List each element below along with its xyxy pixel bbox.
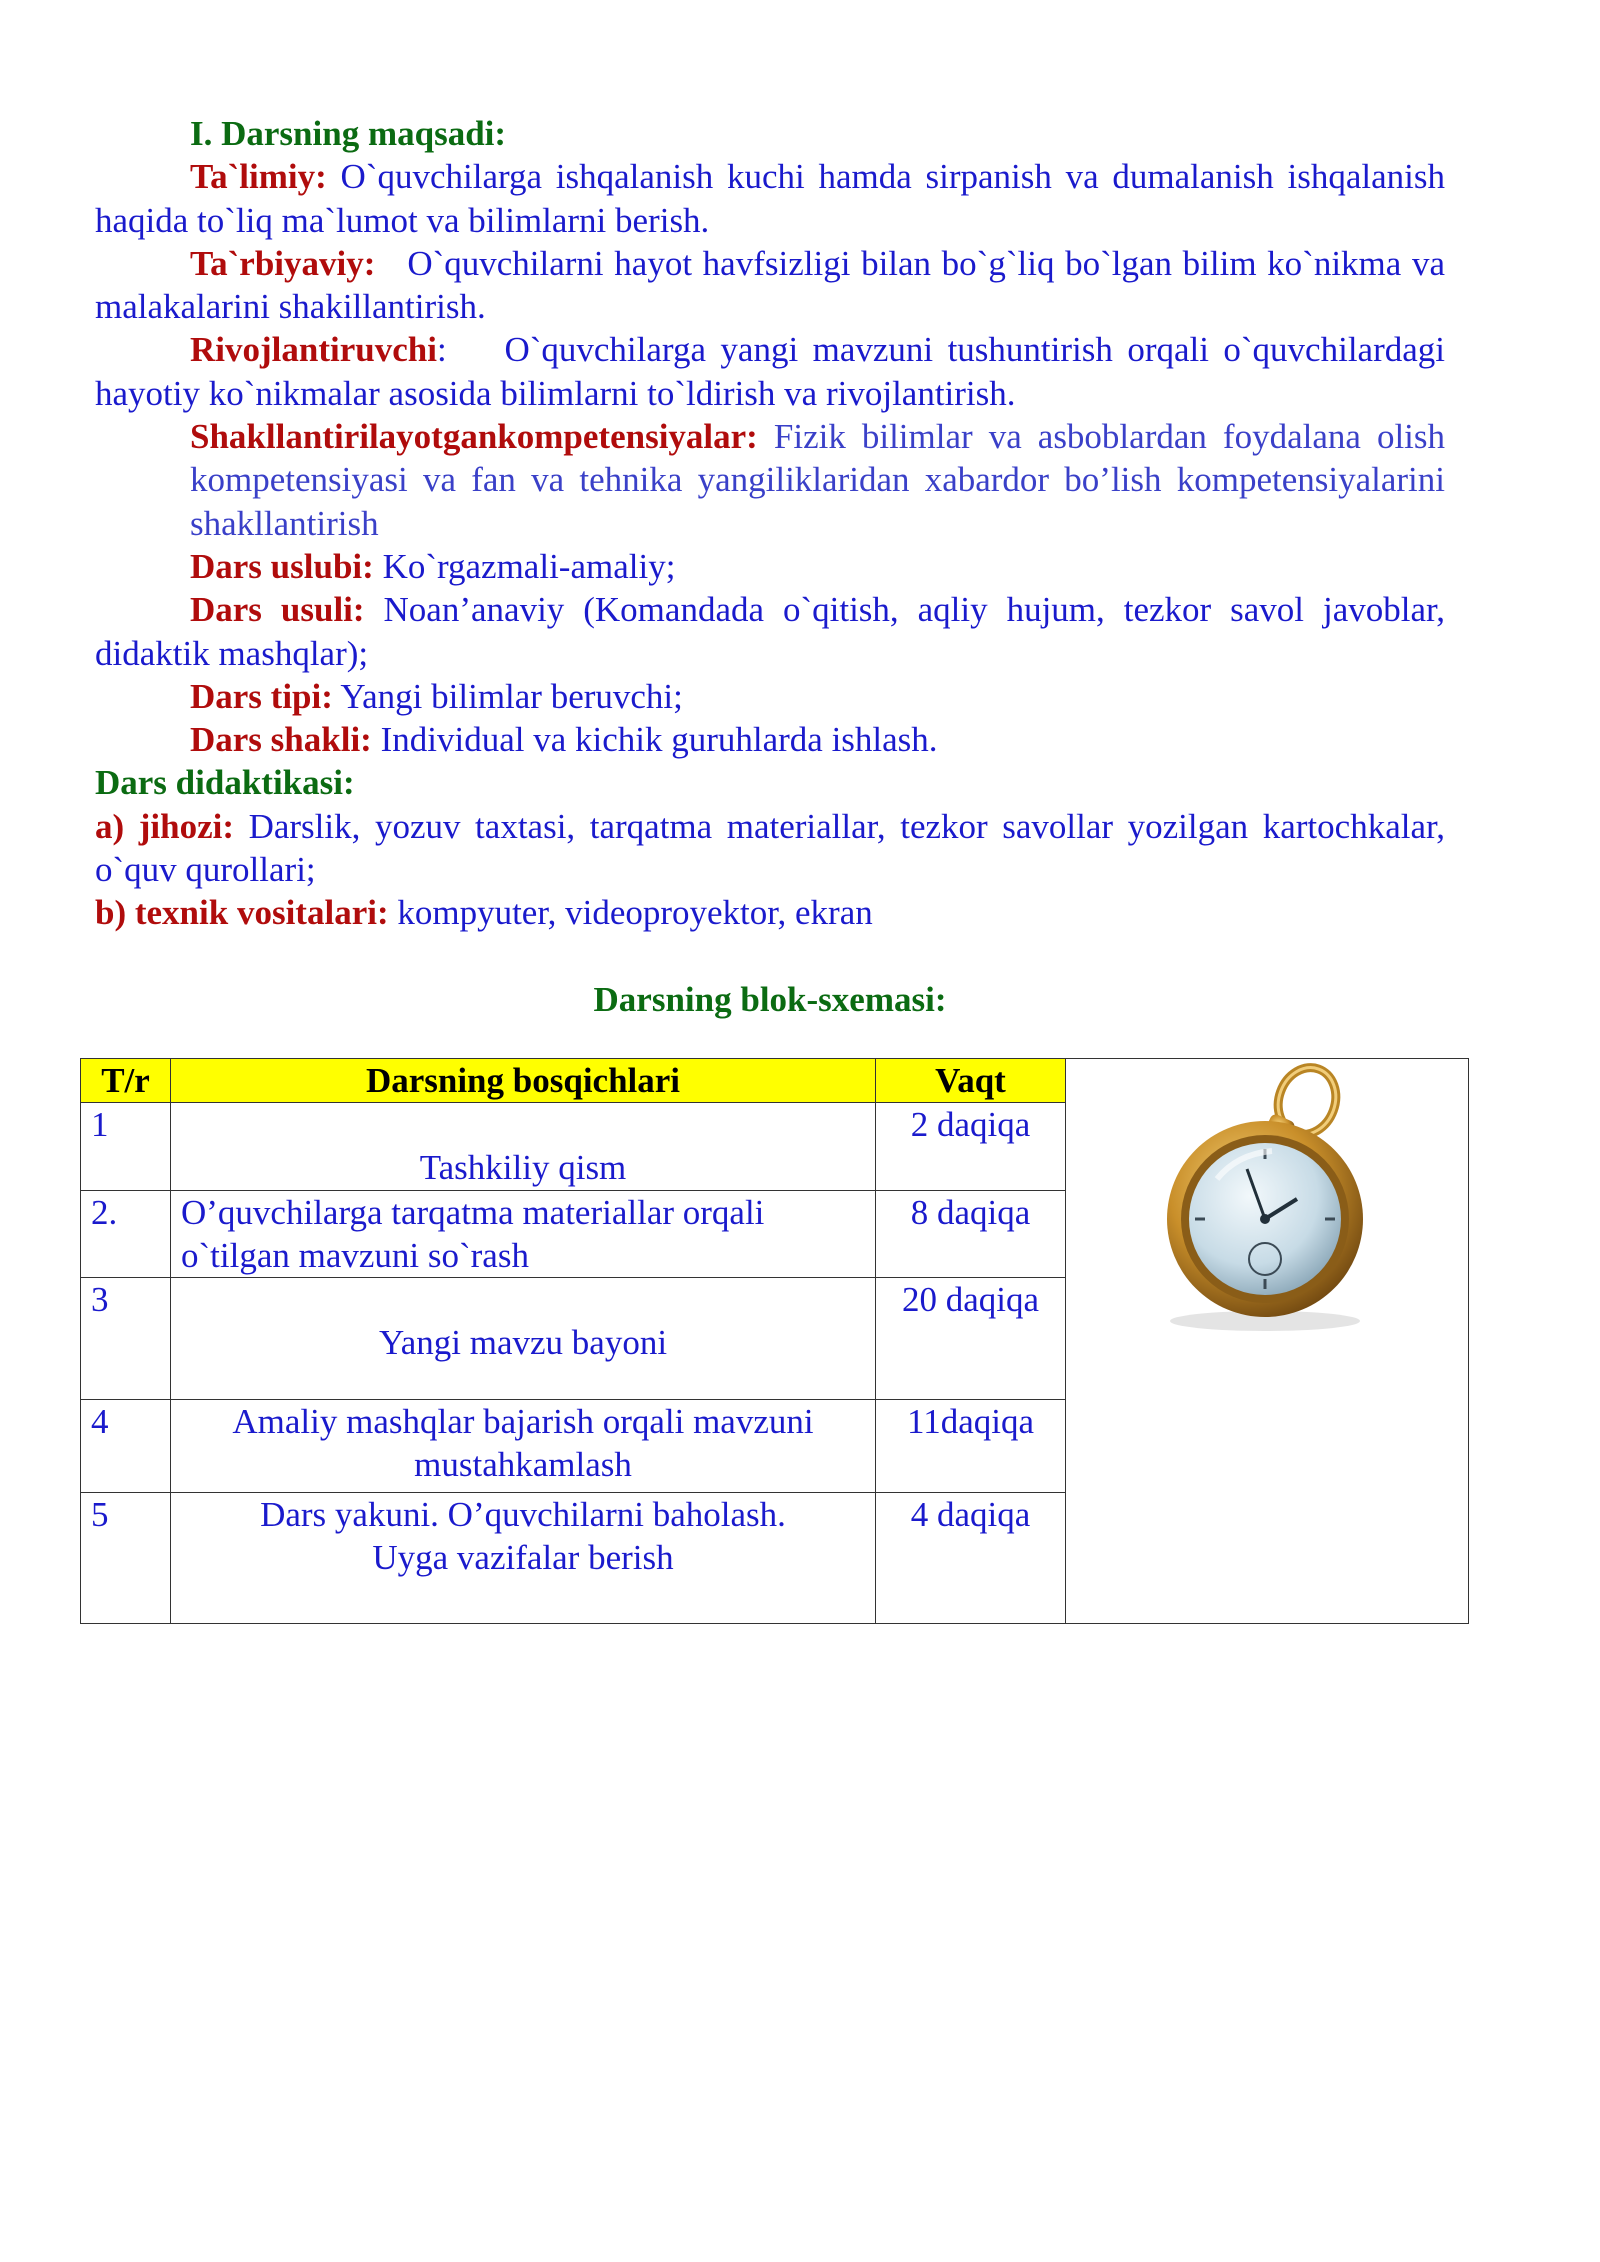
- shakl-label: Dars shakli:: [190, 720, 372, 760]
- jihoz-label: a) jihozi:: [95, 806, 234, 846]
- tarbiyaviy-label: Ta`rbiyaviy:: [190, 243, 376, 283]
- texnik-label: b) texnik vositalari:: [95, 893, 389, 933]
- row-stage: [171, 1103, 876, 1190]
- kompetensiya-text: Fizik bilimlar va asboblardan foydalana olish kompetensiyasi va fan va tehnika yangiliklaridan xabardor bo’lish kompetensiyalarini shakllantirish: [190, 417, 1446, 543]
- texnik-text: kompyuter, videoproyektor, ekran: [397, 893, 873, 933]
- usul-label: Dars usuli:: [190, 590, 365, 630]
- row-stage-text: Tashkiliy qism: [419, 1148, 627, 1188]
- rivoj-paragraph: [95, 328, 1445, 415]
- clock-image-cell: [1066, 1059, 1469, 1624]
- shakl-text: Individual va kichik guruhlarda ishlash.: [380, 720, 938, 760]
- tarbiyaviy-text: O`quvchilarni hayot havfsizligi bilan bo`g`liq bo`lgan bilim ko`nikma va malakalarini shakillantirish.: [95, 243, 1445, 327]
- jihoz-paragraph: [95, 805, 1445, 892]
- uslub-paragraph: [95, 545, 1445, 588]
- row-stage: [171, 1278, 876, 1400]
- header-tr: T/r: [81, 1059, 171, 1103]
- table-header-row: [81, 1059, 1469, 1103]
- tip-paragraph: [95, 675, 1445, 718]
- pocket-watch-icon: [1147, 1059, 1387, 1339]
- jihoz-text: Darslik, yozuv taxtasi, tarqatma materiallar, tezkor savollar yozilgan kartochkalar, o`quv qurollari;: [95, 806, 1445, 890]
- objectives-heading: I. Darsning maqsadi:: [190, 114, 507, 153]
- row-time: 8 daqiqa: [876, 1190, 1066, 1278]
- usul-paragraph: [95, 588, 1445, 675]
- row-time: 20 daqiqa: [876, 1278, 1066, 1400]
- tarbiyaviy-paragraph: [95, 242, 1445, 329]
- uslub-label: Dars uslubi:: [190, 546, 374, 586]
- row-stage: Dars yakuni. O’quvchilarni baholash. Uyga vazifalar berish: [171, 1493, 876, 1624]
- row-number: 2.: [81, 1190, 171, 1278]
- talimiy-label: Ta`limiy:: [190, 157, 327, 197]
- tip-label: Dars tipi:: [190, 676, 333, 716]
- blok-table: [80, 1058, 1469, 1624]
- rivoj-colon: :: [436, 330, 447, 370]
- row-time: 2 daqiqa: [876, 1103, 1066, 1190]
- row-number: 4: [81, 1400, 171, 1493]
- uslub-text: Ko`rgazmali-amaliy;: [382, 546, 676, 586]
- shakl-paragraph: [95, 718, 1445, 761]
- row-time: 4 daqiqa: [876, 1493, 1066, 1624]
- blok-title: Darsning blok-sxemasi:: [593, 979, 947, 1019]
- header-stages: Darsning bosqichlari: [171, 1059, 876, 1103]
- rivoj-text: O`quvchilarga yangi mavzuni tushuntirish orqali o`quvchilardagi hayotiy ko`nikmalar asosida bilimlarni to`ldirish va rivojlantirish.: [95, 330, 1445, 413]
- row-number: 1: [81, 1103, 171, 1190]
- blok-table-wrap: [80, 1058, 1468, 1628]
- objectives-section: [95, 112, 1445, 1021]
- header-time: Vaqt: [876, 1059, 1066, 1103]
- row-stage: Amaliy mashqlar bajarish orqali mavzuni mustahkamlash: [171, 1400, 876, 1493]
- row-stage: O’quvchilarga tarqatma materiallar orqali o`tilgan mavzuni so`rash: [171, 1190, 876, 1278]
- talimiy-text: O`quvchilarga ishqalanish kuchi hamda sirpanish va dumalanish ishqalanish haqida to`liq ma`lumot va bilimlarni berish.: [95, 157, 1445, 240]
- texnik-paragraph: [95, 891, 1445, 934]
- kompetensiya-label: Shakllantirilayotgankompetensiyalar:: [190, 417, 758, 457]
- tip-text: Yangi bilimlar beruvchi;: [340, 676, 683, 716]
- row-number: 5: [81, 1493, 171, 1624]
- talimiy-paragraph: [95, 155, 1445, 242]
- row-time: 11daqiqa: [876, 1400, 1066, 1493]
- row-number: 3: [81, 1278, 171, 1400]
- kompetensiya-paragraph: [95, 415, 1445, 545]
- usul-text: Noan’anaviy (Komandada o`qitish, aqliy hujum, tezkor savol javoblar, didaktik mashqlar);: [95, 590, 1446, 673]
- didaktika-heading: Dars didaktikasi:: [95, 763, 355, 803]
- rivoj-label: Rivojlantiruvchi: [190, 330, 437, 370]
- row-stage-text: Yangi mavzu bayoni: [378, 1323, 668, 1363]
